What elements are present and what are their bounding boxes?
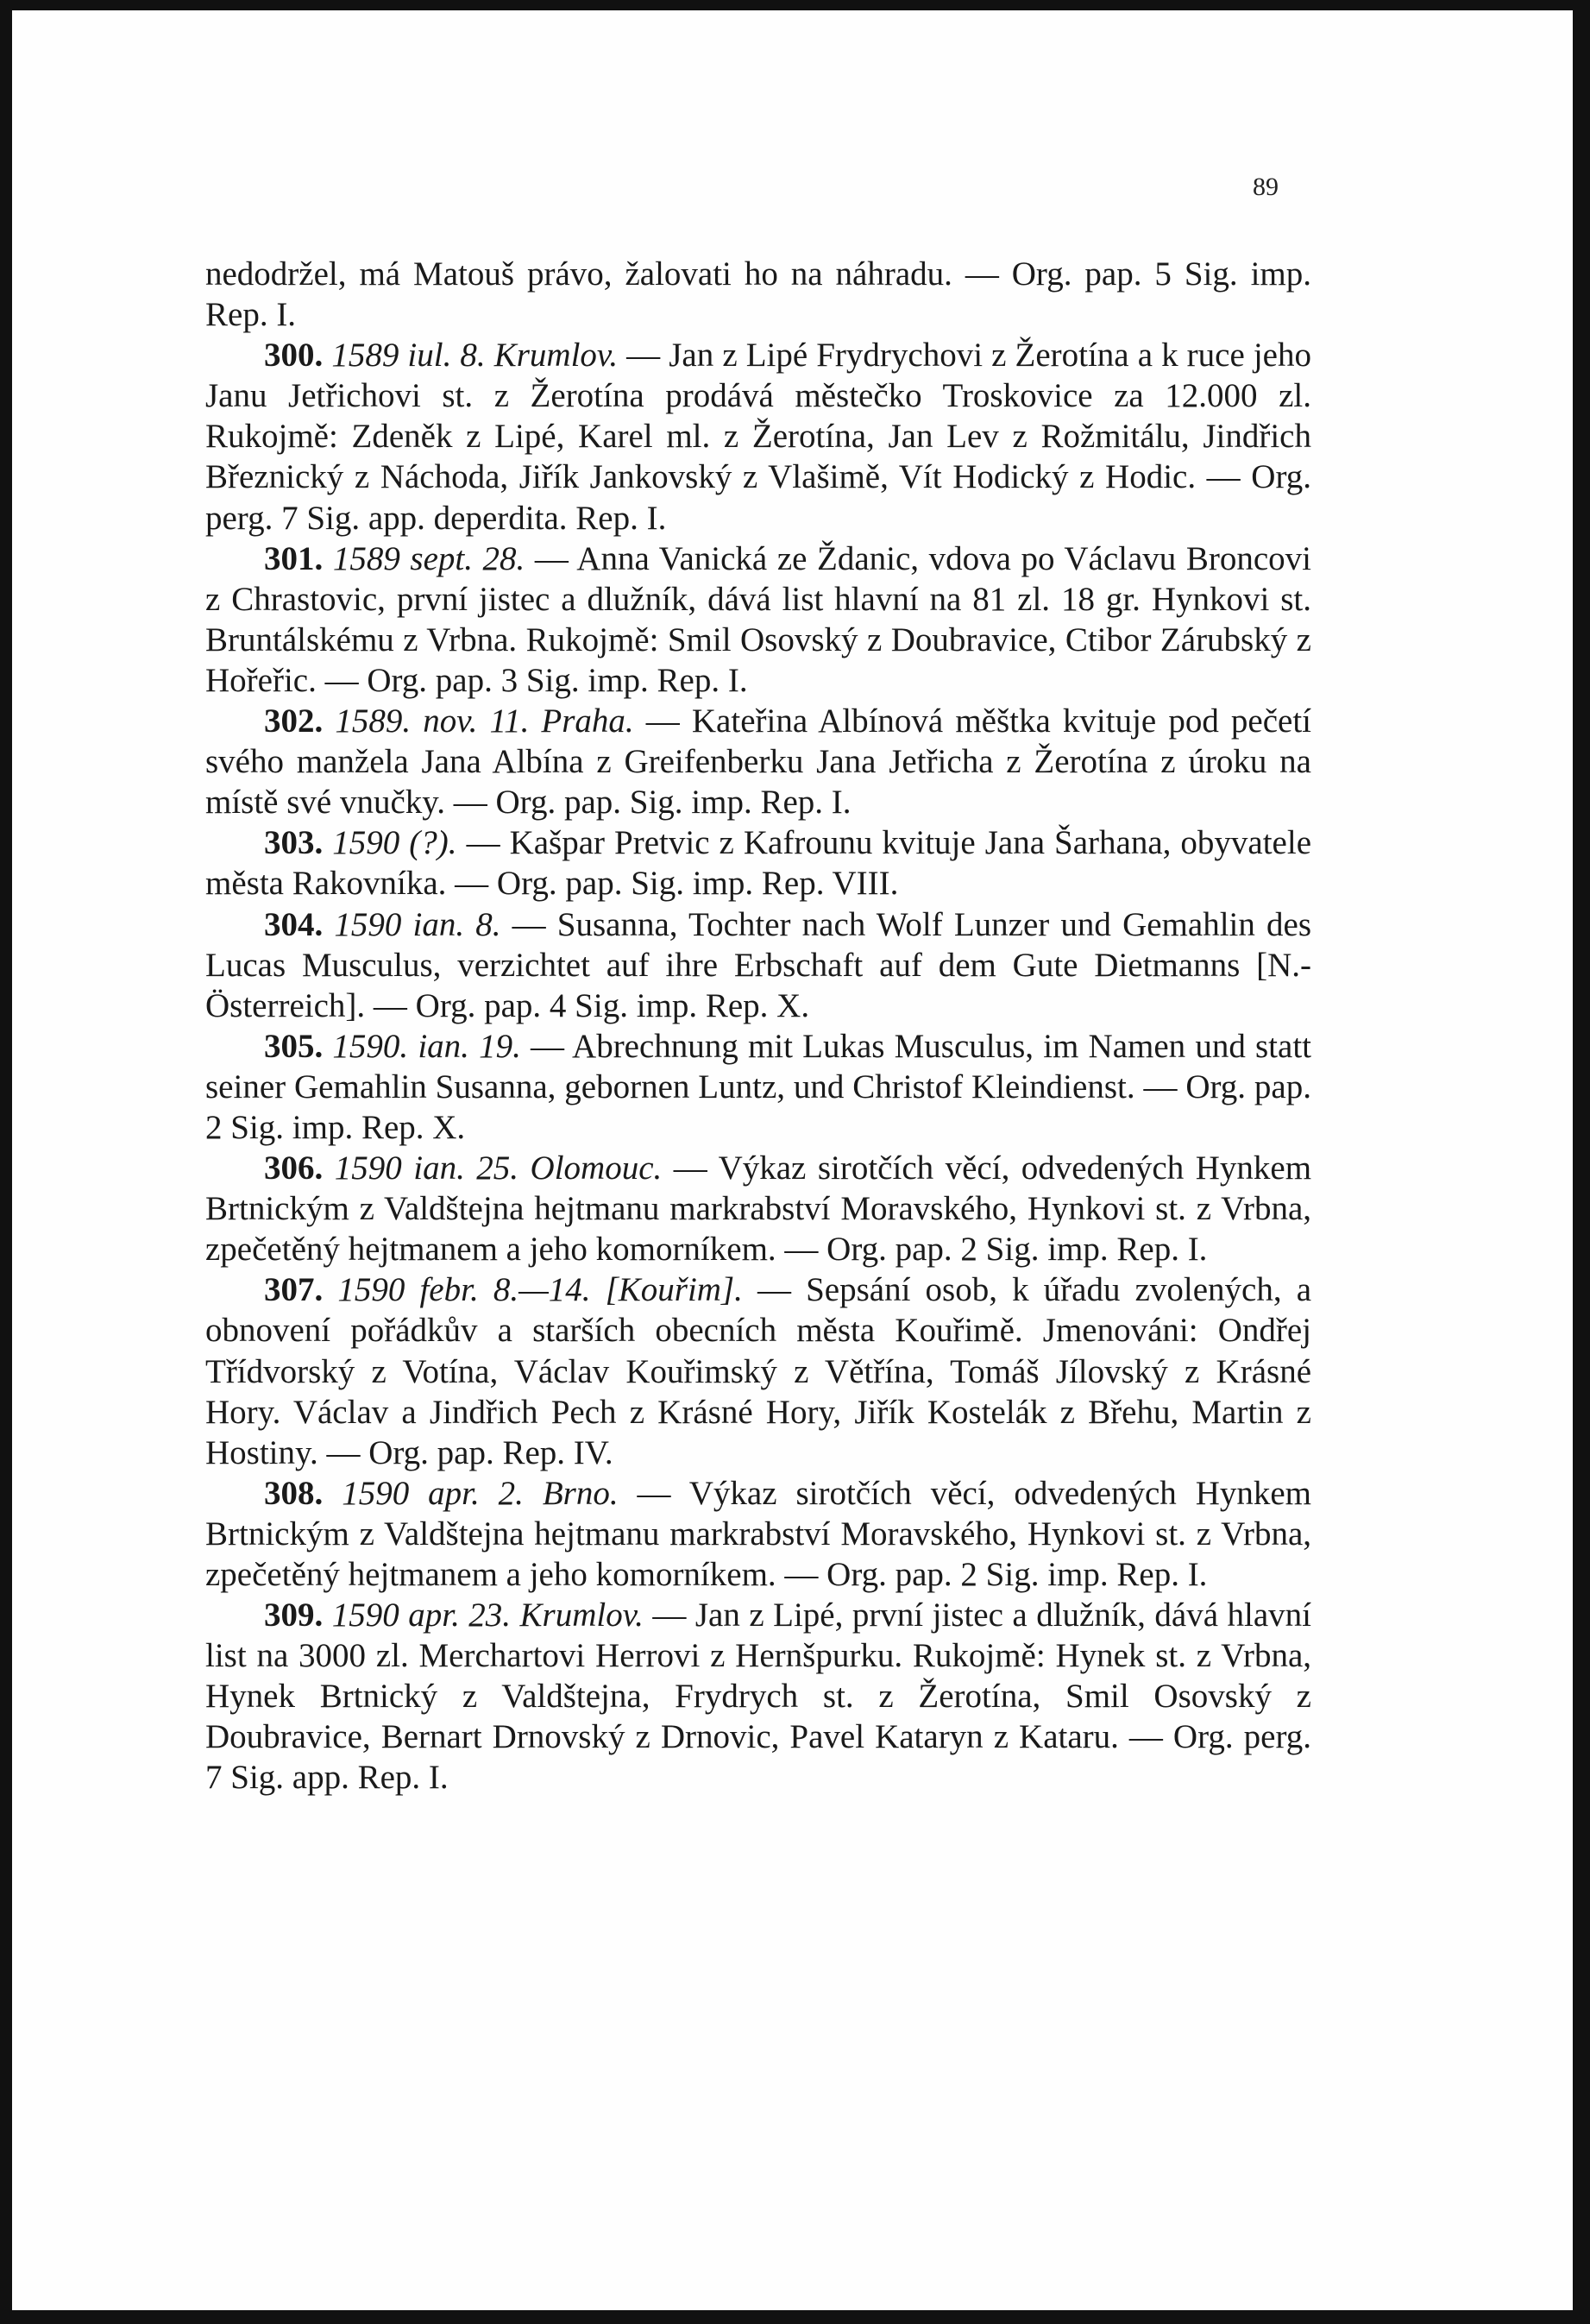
entry-text: — Anna Vanická ze Ždanic, vdova po Václavu Broncovi z Chrastovic, první jistec a dlužník, dává list hlavní na 81 zl. 18 gr. Hynkovi st. Bruntálskému z Vrbna. Rukojmě: Smil Osovský z Doubravice, Ctibor Zárubský z Hořeřic. — Org. pap. 3 Sig. imp. Rep. I. xyxy=(205,539,1312,699)
entry-text: — Sepsání osob, k úřadu zvolených, a obnovení pořádkův a starších obecních města Kouřimě. Jmenováni: Ondřej Třídvorský z Votína, Václav Kouřimský z Větřína, Tomáš Jílovský z Krásné Hory. Václav a Jindřich Pech z Krásné Hory, Jiřík Kostelák z Břehu, Martin z Hostiny. — Org. pap. Rep. IV. xyxy=(205,1271,1312,1471)
entry-302 xyxy=(205,701,1311,822)
entry-date: 1589 iul. 8. Krumlov. xyxy=(331,337,619,375)
entry-number: 308. xyxy=(264,1474,324,1512)
entry-date: 1590. ian. 19. xyxy=(332,1027,521,1065)
entry-number: 301. xyxy=(264,539,324,577)
entry-text: — Susanna, Tochter nach Wolf Lunzer und Gemahlin des Lucas Musculus, verzichtet auf ihre Erbschaft auf dem Gute Dietmanns [N.-Österreich]. — Org. pap. 4 Sig. imp. Rep. X. xyxy=(205,905,1311,1024)
document-text xyxy=(205,254,1311,1798)
page-number: 89 xyxy=(1253,173,1279,201)
document-page xyxy=(12,10,1573,2310)
entry-303 xyxy=(205,822,1311,904)
entry-306 xyxy=(205,1148,1311,1269)
entry-number: 303. xyxy=(264,824,324,862)
entry-text: — Výkaz sirotčích věcí, odvedených Hynkem Brtnickým z Valdštejna hejtmanu markrabství Moravského, Hynkovi st. z Vrbna, zpečetěný hejtmanem a jeho komorníkem. — Org. pap. 2 Sig. imp. Rep. I. xyxy=(205,1149,1312,1269)
entry-number: 300. xyxy=(264,337,324,375)
entry-304 xyxy=(205,904,1311,1026)
entry-number: 306. xyxy=(264,1149,324,1187)
entry-307 xyxy=(205,1269,1311,1472)
entry-date: 1589. nov. 11. Praha. xyxy=(335,702,634,740)
entry-number: 305. xyxy=(264,1027,324,1065)
entry-date: 1589 sept. 28. xyxy=(332,539,525,577)
entry-301 xyxy=(205,538,1311,701)
entry-date: 1590 apr. 23. Krumlov. xyxy=(331,1597,644,1634)
entry-number: 307. xyxy=(264,1271,324,1309)
entry-date: 1590 apr. 2. Brno. xyxy=(342,1474,619,1512)
entry-number: 302. xyxy=(264,702,324,740)
entry-text: — Jan z Lipé, první jistec a dlužník, dává hlavní list na 3000 zl. Merchartovi Herrovi z Hernšpurku. Rukojmě: Hynek st. z Vrbna, Hynek Brtnický z Valdštejna, Frydrych st. z Žerotína, Smil Osovský z Doubravice, Bernart Drnovský z Drnovic, Pavel Kataryn z Kataru. — Org. perg. 7 Sig. app. Rep. I. xyxy=(205,1597,1311,1797)
entry-date: 1590 (?). xyxy=(332,824,457,862)
entry-text: — Kateřina Albínová měštka kvituje pod pečetí svého manžela Jana Albína z Greifenberku Jana Jetřicha z Žerotína z úroku na místě své vnučky. — Org. pap. Sig. imp. Rep. I. xyxy=(205,702,1312,822)
entry-number: 304. xyxy=(264,905,324,943)
entry-text: — Výkaz sirotčích věcí, odvedených Hynkem Brtnickým z Valdštejna hejtmanu markrabství Moravského, Hynkovi st. z Vrbna, zpečetěný hejtmanem a jeho komorníkem. — Org. pap. 2 Sig. imp. Rep. I. xyxy=(205,1474,1312,1593)
continuation-paragraph: nedodržel, má Matouš právo, žalovati ho na náhradu. — Org. pap. 5 Sig. imp. Rep. I. xyxy=(205,255,1311,334)
entry-300 xyxy=(205,335,1311,538)
entry-305 xyxy=(205,1026,1311,1148)
entry-text: — Abrechnung mit Lukas Musculus, im Namen und statt seiner Gemahlin Susanna, gebornen Luntz, und Christof Kleindienst. — Org. pap. 2 Sig. imp. Rep. X. xyxy=(205,1027,1311,1146)
entry-number: 309. xyxy=(264,1597,324,1634)
entry-text: — Jan z Lipé Frydrychovi z Žerotína a k ruce jeho Janu Jetřichovi st. z Žerotína prodává městečko Troskovice za 12.000 zl. Rukojmě: Zdeněk z Lipé, Karel ml. z Žerotína, Jan Lev z Rožmitálu, Jindřich Březnický z Náchoda, Jiřík Jankovský z Vlašimě, Vít Hodický z Hodic. — Org. perg. 7 Sig. app. deperdita. Rep. I. xyxy=(205,337,1311,537)
entry-date: 1590 ian. 8. xyxy=(334,905,501,943)
entry-309 xyxy=(205,1595,1311,1798)
entry-date: 1590 ian. 25. Olomouc. xyxy=(334,1149,663,1187)
entry-308 xyxy=(205,1473,1311,1595)
entry-date: 1590 febr. 8.—14. [Kouřim]. xyxy=(337,1271,743,1309)
entry-text: — Kašpar Pretvic z Kafrounu kvituje Jana Šarhana, obyvatele města Rakovníka. — Org. pap. Sig. imp. Rep. VIII. xyxy=(205,824,1312,903)
